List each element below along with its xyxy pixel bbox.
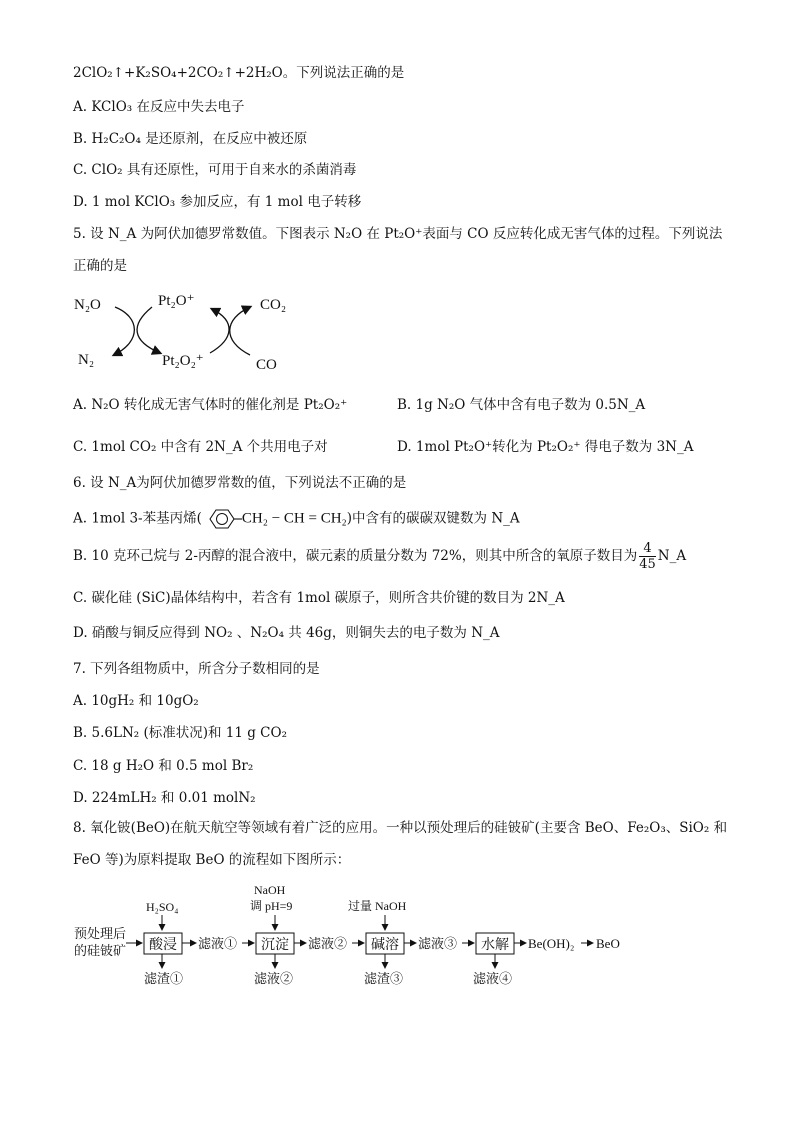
arrow-pt2o2-to-pt2o bbox=[210, 309, 229, 353]
label-co: CO bbox=[256, 357, 277, 373]
q5-option-d: D. 1mol Pt₂O⁺转化为 Pt₂O₂⁺ 得电子数为 3N_A bbox=[397, 439, 694, 455]
flow-out2: 滤液② bbox=[308, 936, 348, 951]
q6-option-a bbox=[73, 508, 520, 530]
q4-option-c: C. ClO₂ 具有还原性，可用于自来水的杀菌消毒 bbox=[73, 162, 357, 178]
flow-step2: 沉淀 bbox=[261, 938, 289, 953]
q6-b-numerator: 4 bbox=[639, 541, 656, 557]
q7-option-b: B. 5.6LN₂ (标准状况)和 11 g CO₂ bbox=[73, 725, 287, 741]
flow-step1: 酸浸 bbox=[149, 938, 177, 953]
q8-stem-line1: 8. 氧化铍(BeO)在航天航空等领域有着广泛的应用。一种以预处理后的硅铍矿(主要含 BeO、Fe₂O₃、SiO₂ 和 bbox=[73, 820, 728, 836]
q6-option-d: D. 硝酸与铜反应得到 NO₂ 、N₂O₄ 共 46g，则铜失去的电子数为 N_A bbox=[73, 625, 500, 641]
q5-stem-line1: 5. 设 N_A 为阿伏加德罗常数值。下图表示 N₂O 在 Pt₂O⁺表面与 CO 反应转化成无害气体的过程。下列说法 bbox=[73, 226, 723, 242]
q6-a-prefix: A. 1mol 3-苯基丙烯( bbox=[73, 510, 202, 527]
q6-b-fraction bbox=[639, 541, 656, 572]
q5-option-c: C. 1mol CO₂ 中含有 2N_A 个共用电子对 bbox=[73, 439, 328, 455]
q8-stem-line2: FeO 等)为原料提取 BeO 的流程如下图所示： bbox=[73, 852, 351, 868]
q6-b-suffix: N_A bbox=[657, 548, 687, 564]
flow-reagent3: 过量 NaOH bbox=[348, 899, 407, 913]
flow-product1: Be(OH)₂ bbox=[528, 936, 575, 951]
flow-residue2: 滤液② bbox=[254, 971, 294, 986]
flow-start-line1: 预处理后 bbox=[74, 926, 127, 941]
process-flow-diagram bbox=[70, 878, 670, 993]
label-n2o: N₂O bbox=[74, 297, 101, 313]
q6-option-b bbox=[73, 541, 686, 572]
flow-reagent1: H₂SO₄ bbox=[146, 900, 179, 914]
q6-stem: 6. 设 N_A为阿伏加德罗常数的值，下列说法不正确的是 bbox=[73, 475, 407, 491]
flow-step3: 碱溶 bbox=[371, 938, 399, 953]
label-n2: N₂ bbox=[78, 352, 95, 368]
flow-step4: 水解 bbox=[481, 938, 509, 953]
flow-product2: BeO bbox=[596, 936, 620, 951]
q6-b-prefix: B. 10 克环己烷与 2-丙醇的混合液中，碳元素的质量分数为 72%，则其中所含的氧原子数目为 bbox=[73, 548, 638, 564]
label-pt2o-plus: Pt₂O⁺ bbox=[158, 293, 195, 309]
arrow-co-to-co2 bbox=[230, 307, 250, 355]
q5-option-a: A. N₂O 转化成无害气体时的催化剂是 Pt₂O₂⁺ bbox=[73, 397, 348, 413]
flow-start-line2: 的硅铍矿 bbox=[74, 943, 127, 958]
flow-residue3: 滤渣③ bbox=[364, 971, 404, 986]
label-co2: CO₂ bbox=[260, 297, 287, 313]
q4-option-a: A. KClO₃ 在反应中失去电子 bbox=[73, 99, 245, 115]
arrow-n2o-to-n2 bbox=[114, 307, 134, 355]
flow-out3: 滤液③ bbox=[418, 936, 458, 951]
flow-reagent2-line2: 调 pH=9 bbox=[250, 899, 293, 913]
q7-option-d: D. 224mLH₂ 和 0.01 molN₂ bbox=[73, 790, 256, 806]
q4-intro: 2ClO₂↑+K₂SO₄+2CO₂↑+2H₂O。下列说法正确的是 bbox=[73, 65, 405, 81]
q7-option-c: C. 18 g H₂O 和 0.5 mol Br₂ bbox=[73, 758, 254, 774]
q7-stem: 7. 下列各组物质中，所含分子数相同的是 bbox=[73, 661, 320, 677]
flow-out1: 滤液① bbox=[198, 936, 238, 951]
arrow-pt2o-to-pt2o2 bbox=[137, 307, 160, 353]
q4-option-b: B. H₂C₂O₄ 是还原剂，在反应中被还原 bbox=[73, 131, 308, 147]
q6-option-c: C. 碳化硅 (SiC)晶体结构中，若含有 1mol 碳原子，则所含共价键的数目为 2N_A bbox=[73, 590, 565, 606]
catalytic-cycle-diagram bbox=[70, 285, 310, 375]
flow-residue4: 滤液④ bbox=[473, 971, 513, 986]
q4-option-d: D. 1 mol KClO₃ 参加反应，有 1 mol 电子转移 bbox=[73, 194, 362, 210]
q6-a-suffix: )中含有的碳碳双键数为 N_A bbox=[346, 510, 520, 527]
q6-a-formula: CH₂ − CH = CH₂ bbox=[241, 510, 347, 527]
q5-option-b: B. 1g N₂O 气体中含有电子数为 0.5N_A bbox=[397, 397, 646, 413]
flow-reagent2-line1: NaOH bbox=[254, 883, 286, 897]
flow-residue1: 滤渣① bbox=[144, 971, 184, 986]
q7-option-a: A. 10gH₂ 和 10gO₂ bbox=[73, 693, 199, 709]
q5-stem-line2: 正确的是 bbox=[73, 258, 127, 274]
benzene-ring-icon bbox=[202, 508, 242, 530]
q6-b-denominator: 45 bbox=[639, 557, 656, 572]
label-pt2o2-plus: Pt₂O₂⁺ bbox=[162, 353, 204, 369]
